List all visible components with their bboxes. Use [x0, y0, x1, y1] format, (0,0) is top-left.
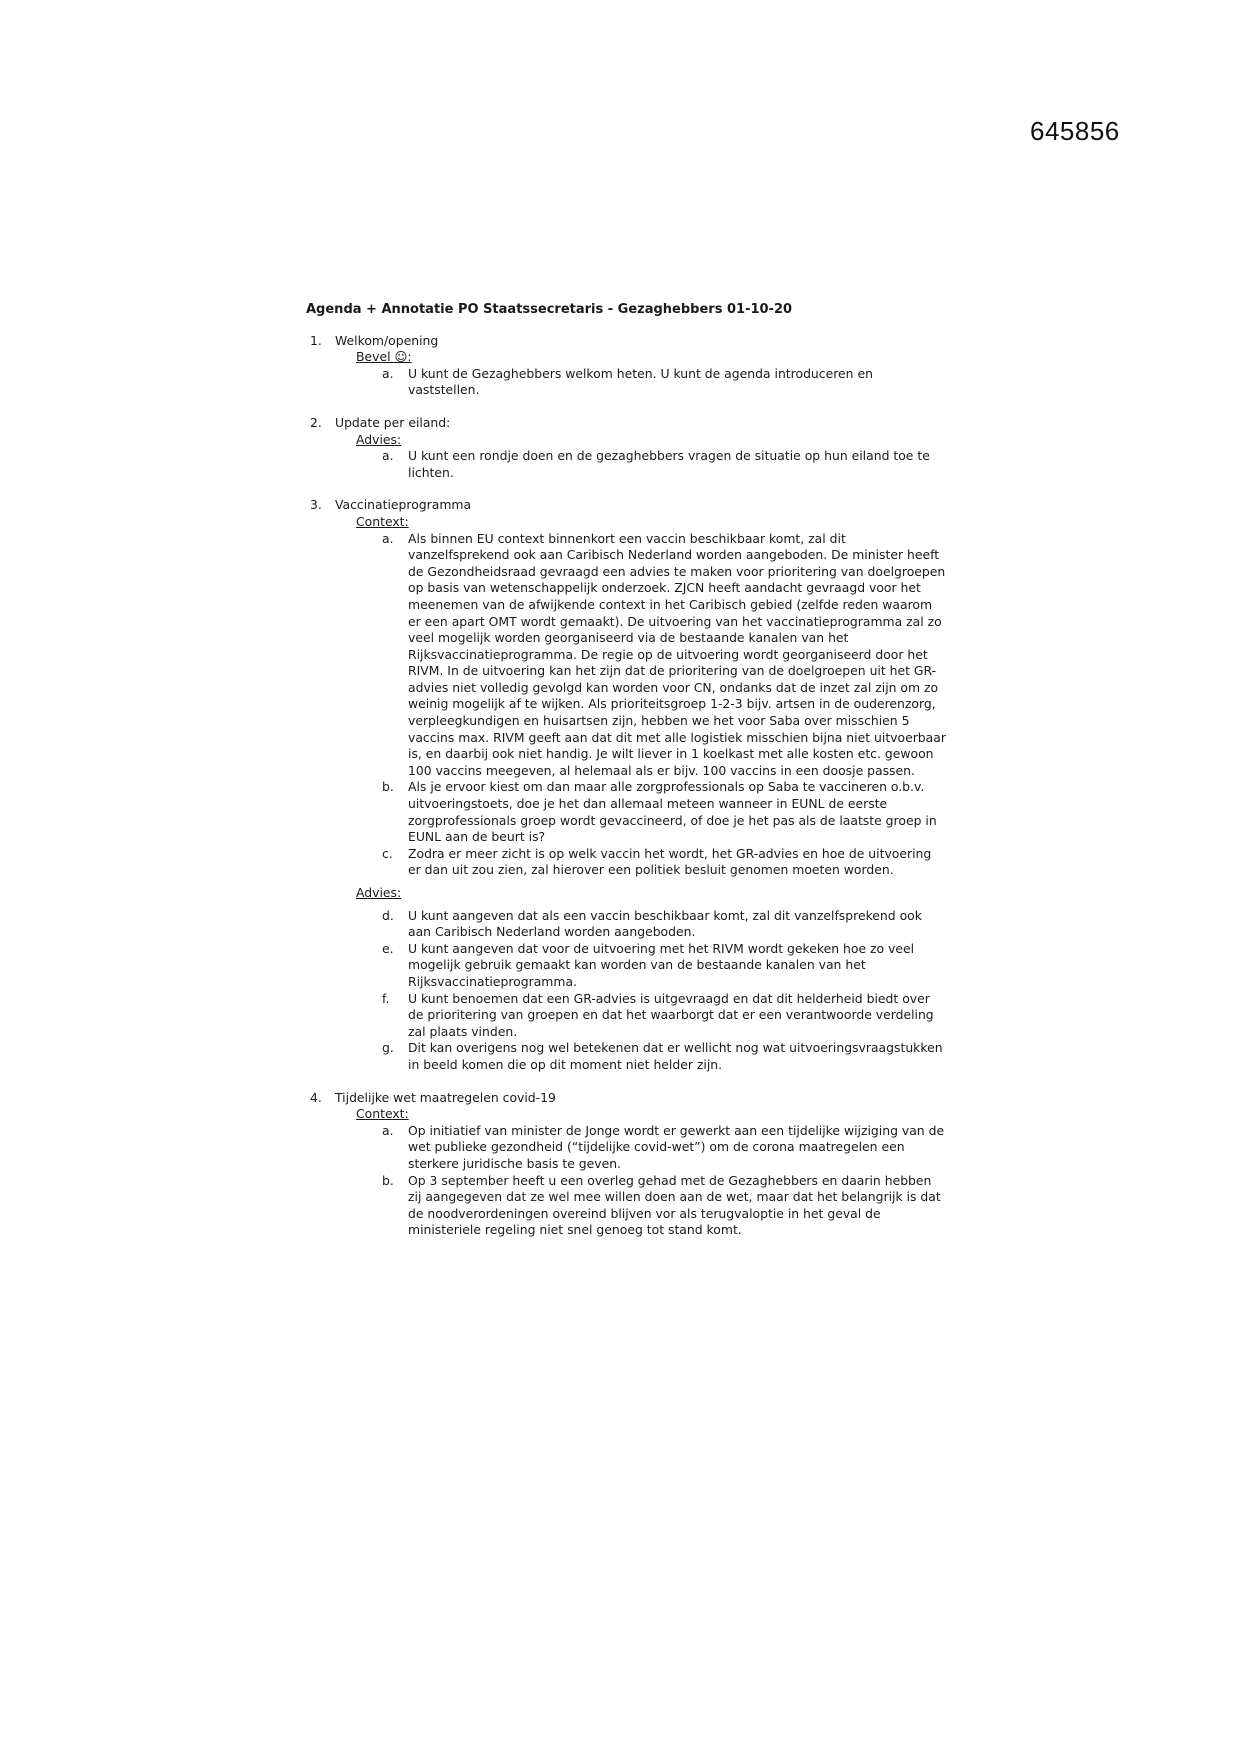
section-number: 4. [310, 1089, 322, 1105]
section-label: Advies: [356, 431, 402, 447]
list-item [382, 1173, 946, 1239]
item-letter: f. [382, 990, 390, 1006]
item-text: Zodra er meer zicht is op welk vaccin het wordt, het GR-advies en hoe de uitvoering er dan uit zou zien, zal hierover een politiek besluit genomen moeten worden. [408, 845, 932, 878]
document-number: 645856 [1030, 116, 1120, 146]
section-title: Tijdelijke wet maatregelen covid-19 [335, 1089, 556, 1105]
item-letter: c. [382, 845, 393, 861]
list-item [382, 779, 946, 845]
section-number: 3. [310, 497, 322, 513]
item-text: Als binnen EU context binnenkort een vaccin beschikbaar komt, zal dit vanzelfsprekend ook aan Caribisch Nederland worden aangeboden. De minister heeft de Gezondheidsraad gevraagd een advies te maken voor prioritering van doelgroepen op basis van wetenschappelijk onderzoek. ZJCN heeft aandacht gevraagd voor het meenemen van de afwijkende context in het Caribisch gebied (zelfde reden waarom er een apart OMT wordt gemaakt). De uitvoering van het vaccinatieprogramma zal zo veel mogelijk worden georganiseerd via de bestaande kanalen van het Rijksvaccinatieprogramma. De regie op de uitvoering wordt georganiseerd door het RIVM. In de uitvoering kan het zijn dat de prioritering van de doelgroepen uit het GR-advies niet volledig gevolgd kan worden voor CN, ondanks dat de inzet zal zijn om zo weinig mogelijk af te wijken. Als prioriteitsgroep 1-2-3 bijv. artsen in de ouderenzorg, verpleegkundigen en huisartsen zijn, hebben we het voor Saba over misschien 5 vaccins max. RIVM geeft aan dat dit met alle logistiek misschien bijna niet uitvoerbaar is, en daarbij ook niet handig. Je wilt liever in 1 koelkast met alle kosten etc. gewoon 100 vaccins meegeven, al helemaal als er bijv. 100 vaccins in een doosje passen. [408, 530, 946, 778]
section-number: 2. [310, 414, 322, 430]
item-text: Op initiatief van minister de Jonge wordt er gewerkt aan een tijdelijke wijziging van de wet publieke gezondheid (“tijdelijke covid-wet”) om de corona maatregelen een sterkere juridische basis te geven. [408, 1122, 945, 1171]
list-item [382, 941, 946, 991]
section-title: Welkom/opening [335, 332, 439, 348]
section-label: Context: [356, 1106, 409, 1122]
section-label: Bevel ☺: [356, 349, 412, 365]
item-text: U kunt benoemen dat een GR-advies is uitgevraagd en dat dit helderheid biedt over de prioritering van groepen en dat het waarborgt dat er een verantwoorde verdeling zal plaats vinden. [408, 990, 934, 1039]
item-letter: a. [382, 448, 394, 464]
item-letter: b. [382, 1172, 394, 1188]
item-text: Dit kan overigens nog wel betekenen dat er wellicht nog wat uitvoeringsvraagstukken in beeld komen die op dit moment niet helder zijn. [408, 1040, 943, 1072]
list-item [382, 366, 946, 399]
section-label-advies: Advies: [356, 885, 402, 900]
item-letter: d. [382, 907, 394, 923]
section-label: Context: [356, 513, 409, 529]
item-text: Als je ervoor kiest om dan maar alle zorgprofessionals op Saba te vaccineren o.b.v. uitvoeringstoets, doe je het dan allemaal meteen wanneer in EUNL de eerste zorgprofessionals groep wordt gevaccineerd, of doe je het pas als de laatste groep in EUNL aan de beurt is? [408, 779, 937, 845]
list-item [382, 448, 946, 481]
item-text: U kunt een rondje doen en de gezaghebbers vragen de situatie op hun eiland toe te lichten. [408, 448, 930, 480]
item-letter: g. [382, 1040, 394, 1056]
section-number: 1. [310, 332, 322, 348]
item-letter: a. [382, 365, 394, 381]
list-item [382, 846, 946, 879]
agenda-section-1 [306, 333, 946, 399]
list-item [382, 991, 946, 1041]
list-item [382, 531, 946, 780]
list-item [382, 1123, 946, 1173]
section-title: Update per eiland: [335, 414, 451, 430]
agenda-section-4 [306, 1090, 946, 1239]
list-item [382, 908, 946, 941]
agenda-section-3 [306, 497, 946, 1073]
item-text: U kunt de Gezaghebbers welkom heten. U kunt de agenda introduceren en vaststellen. [408, 365, 873, 398]
item-text: Op 3 september heeft u een overleg gehad met de Gezaghebbers en daarin hebben zij aangegeven dat ze wel mee willen doen aan de wet, maar dat het belangrijk is dat de noodverordeningen overeind blijven vor als terugvaloptie in het geval de ministeriele regeling niet snel genoeg tot stand komt. [408, 1172, 941, 1238]
document-title: Agenda + Annotatie PO Staatssecretaris - Gezaghebbers 01-10-20 [306, 302, 793, 317]
item-letter: b. [382, 779, 394, 795]
item-letter: a. [382, 530, 394, 546]
item-text: U kunt aangeven dat als een vaccin beschikbaar komt, zal dit vanzelfsprekend ook aan Caribisch Nederland worden aangeboden. [408, 907, 922, 940]
item-letter: e. [382, 940, 394, 956]
list-item [382, 1040, 946, 1073]
item-text: U kunt aangeven dat voor de uitvoering met het RIVM wordt gekeken hoe zo veel mogelijk gebruik gemaakt kan worden van de bestaande kanalen van het Rijksvaccinatieprogramma. [408, 940, 915, 989]
section-title: Vaccinatieprogramma [335, 497, 472, 513]
item-letter: a. [382, 1122, 394, 1138]
agenda-section-2 [306, 415, 946, 481]
document-body [306, 302, 946, 1255]
